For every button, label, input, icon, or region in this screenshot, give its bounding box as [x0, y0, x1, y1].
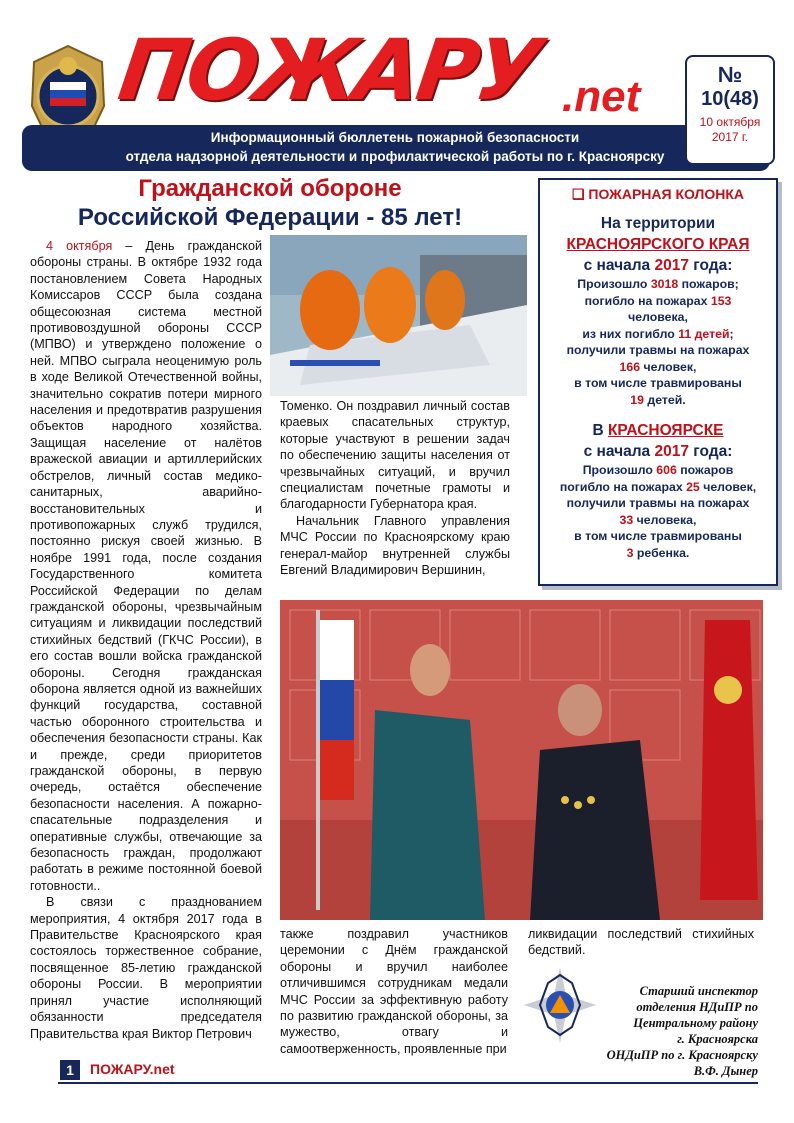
city-injured-count: 33 [619, 512, 634, 527]
ceremony-photo [280, 600, 763, 920]
city-injured-children-suffix: ребенка. [633, 545, 690, 560]
city-injured-children-prefix: в том числе травмированы [574, 529, 742, 543]
krai-injured-prefix: получили травмы на пожарах [566, 343, 750, 357]
article-paragraph: Томенко. Он поздравил личный состав краевых спасательных структур, которые участвуют в решении задач по обеспечению защиты населения от чрезвычайных ситуаций, и вручил специалистам почетные грамоты и благодарности Губернатора края. [280, 399, 510, 512]
krai-since-prefix: с начала [583, 257, 655, 274]
article-paragraph: также поздравил участников церемонии с Днём гражданской обороны и вручил наиболее отличившимся сотрудникам медали МЧС России за эффективную работу по развитию гражданской обороны, за мужество, отвагу и самоотверженность, проявленные при [280, 927, 508, 1056]
city-dead-count: 25 [686, 479, 700, 494]
krai-dead-prefix: погибло на пожарах [584, 293, 711, 308]
krai-dead-suffix: человека, [628, 310, 688, 324]
krai-injured-children-suffix: детей. [643, 392, 686, 407]
city-fires-suffix: пожаров [676, 463, 734, 477]
article-column-2 [280, 398, 510, 578]
city-dead-prefix: погибло на пожарах [559, 479, 687, 494]
issue-symbol: № [717, 62, 743, 87]
krai-line2 [540, 234, 776, 255]
krai-name: КРАСНОЯРСКОГО КРАЯ [566, 236, 750, 253]
article-column-4 [528, 926, 754, 959]
article-title-line1: Гражданской обороне [138, 175, 402, 202]
page-number: 1 [60, 1060, 80, 1080]
issue-date-line1: 10 октября [699, 115, 761, 129]
city-dead [540, 479, 776, 496]
krai-injured-children-prefix: в том числе травмированы [574, 376, 742, 390]
krai-injured-children [540, 375, 776, 408]
issue-date-line2: 2017 г. [711, 130, 749, 144]
city-injured [540, 495, 776, 528]
krai-fires-prefix: Произошло [577, 277, 651, 291]
subtitle-line1: Информационный бюллетень пожарной безопасности [210, 130, 580, 145]
article-column-3 [280, 926, 508, 1057]
issue-box [685, 55, 775, 165]
city-fires-prefix: Произошло [582, 463, 657, 477]
city-since [540, 441, 776, 462]
signature-line4: г. Красноярска [677, 1032, 758, 1046]
signature-line2: отделения НДиПР по [636, 1000, 758, 1014]
krai-injured-children-count: 19 [630, 392, 644, 407]
city-fires [540, 462, 776, 479]
signature-line5: ОНДиПР по г. Красноярску [606, 1048, 758, 1062]
masthead-title-suffix: .net [562, 72, 641, 121]
article-paragraph: Начальник Главного управления МЧС России по Красноярскому краю генерал-майор внутренней службы Евгений Владимирович Вершинин, [280, 513, 510, 578]
krai-children-prefix: из них погибло [582, 326, 679, 341]
signature [598, 983, 758, 1079]
article-paragraph: ликвидации последствий стихийных бедствий. [528, 927, 754, 958]
city-injured-children-count: 3 [626, 545, 634, 560]
signature-line6: В.Ф. Дынер [693, 1064, 758, 1078]
krai-children-count: 11 детей [678, 326, 730, 341]
krai-dead [540, 293, 776, 326]
krai-year: 2017 [654, 257, 689, 274]
signature-line1: Старший инспектор [639, 984, 758, 998]
header-subtitle [95, 128, 695, 166]
footer-rule [58, 1082, 758, 1084]
city-injured-children [540, 528, 776, 561]
krai-children-suffix: ; [729, 326, 734, 341]
article-title [30, 174, 510, 232]
issue-date [687, 115, 773, 145]
krai-line1: На территории [600, 215, 716, 232]
krai-children [540, 326, 776, 343]
krai-since [540, 255, 776, 276]
article-title-line2: Российской Федерации - 85 лет! [77, 204, 463, 231]
city-since-prefix: с начала [583, 443, 655, 460]
city-dead-suffix: человек, [699, 479, 757, 494]
city-injured-suffix: человека, [633, 512, 697, 527]
article-paragraph [30, 238, 262, 894]
city-prefix: В [592, 422, 608, 439]
rescuers-photo [270, 235, 527, 396]
masthead-title: ПОЖАРУ [113, 21, 545, 119]
city-name: КРАСНОЯРСКЕ [607, 422, 724, 439]
krai-fires-count: 3018 [650, 277, 679, 291]
city-year: 2017 [654, 443, 689, 460]
krai-dead-count: 153 [710, 293, 732, 308]
subtitle-line2: отдела надзорной деятельности и профилактической работы по г. Красноярску [125, 149, 665, 164]
city-injured-prefix: получили травмы на пожарах [566, 496, 750, 510]
article-paragraph: В связи с празднованием мероприятия, 4 октября 2017 года в Правительстве Красноярского края состоялось торжественное собрание, посвященное 85-летию гражданской обороны России. В мероприятии принял участие исполняющий обязанности председателя Правительства края Виктор Петрович [30, 895, 262, 1041]
article-paragraph-text: – День гражданской обороны страны. В октябре 1932 года постановлением Совета Народных Комиссаров СССР была создана общесоюзная система местной противовоздушной обороны СССР (МПВО) и утверждено положение о ней. МПВО сыграла неоценимую роль в ходе Великой Отечественной войны, значительно сократив потери мирного населения и предотвратив разрушения объектов народного хозяйства. Защищая население от налётов вражеской авиации и артиллерийских обстрелов, личный состав медико-санитарных, аварийно-восстановительных и противопожарных служб трудился, постоянно рискуя своей жизнью. В ноябре 1991 года, после создания Государственного комитета Российской Федерации по делам гражданской обороны, чрезвычайным ситуациям и ликвидации последствий стихийных бедствий (ГКЧС России), в его состав вошли войска гражданской обороны. Сегодня гражданская оборона является одной из важнейших функций государства, составной частью оборонного строительства и обеспечения безопасности страны. Как и прежде, среди приоритетов гражданской обороны, в первую очередь, остаётся обеспечение безопасности населения. А пожарно-спасательные подразделения и оперативные службы, отвечающие за безопасность граждан, продолжают работать в режиме постоянной боевой готовности.. [30, 239, 262, 893]
emercom-emblem-icon [520, 965, 600, 1045]
city-since-suffix: года: [688, 443, 733, 460]
krai-fires [540, 276, 776, 293]
krai-injured-count: 166 [619, 359, 641, 374]
issue-number: 10(48) [701, 88, 759, 110]
fire-column-heading: ❑ ПОЖАРНАЯ КОЛОНКА [571, 186, 745, 202]
krai-injured-suffix: человек, [640, 359, 697, 374]
signature-line3: Центральному району [633, 1016, 758, 1030]
city-fires-count: 606 [656, 463, 677, 477]
article-column-1 [30, 238, 262, 1042]
krai-fires-suffix: пожаров; [678, 277, 739, 291]
fire-statistics-box [538, 178, 778, 586]
footer-brand: ПОЖАРУ.net [90, 1061, 175, 1077]
article-date: 4 октября [46, 239, 113, 253]
krai-since-suffix: года: [688, 257, 733, 274]
krai-injured [540, 342, 776, 375]
city-line1 [540, 420, 776, 441]
